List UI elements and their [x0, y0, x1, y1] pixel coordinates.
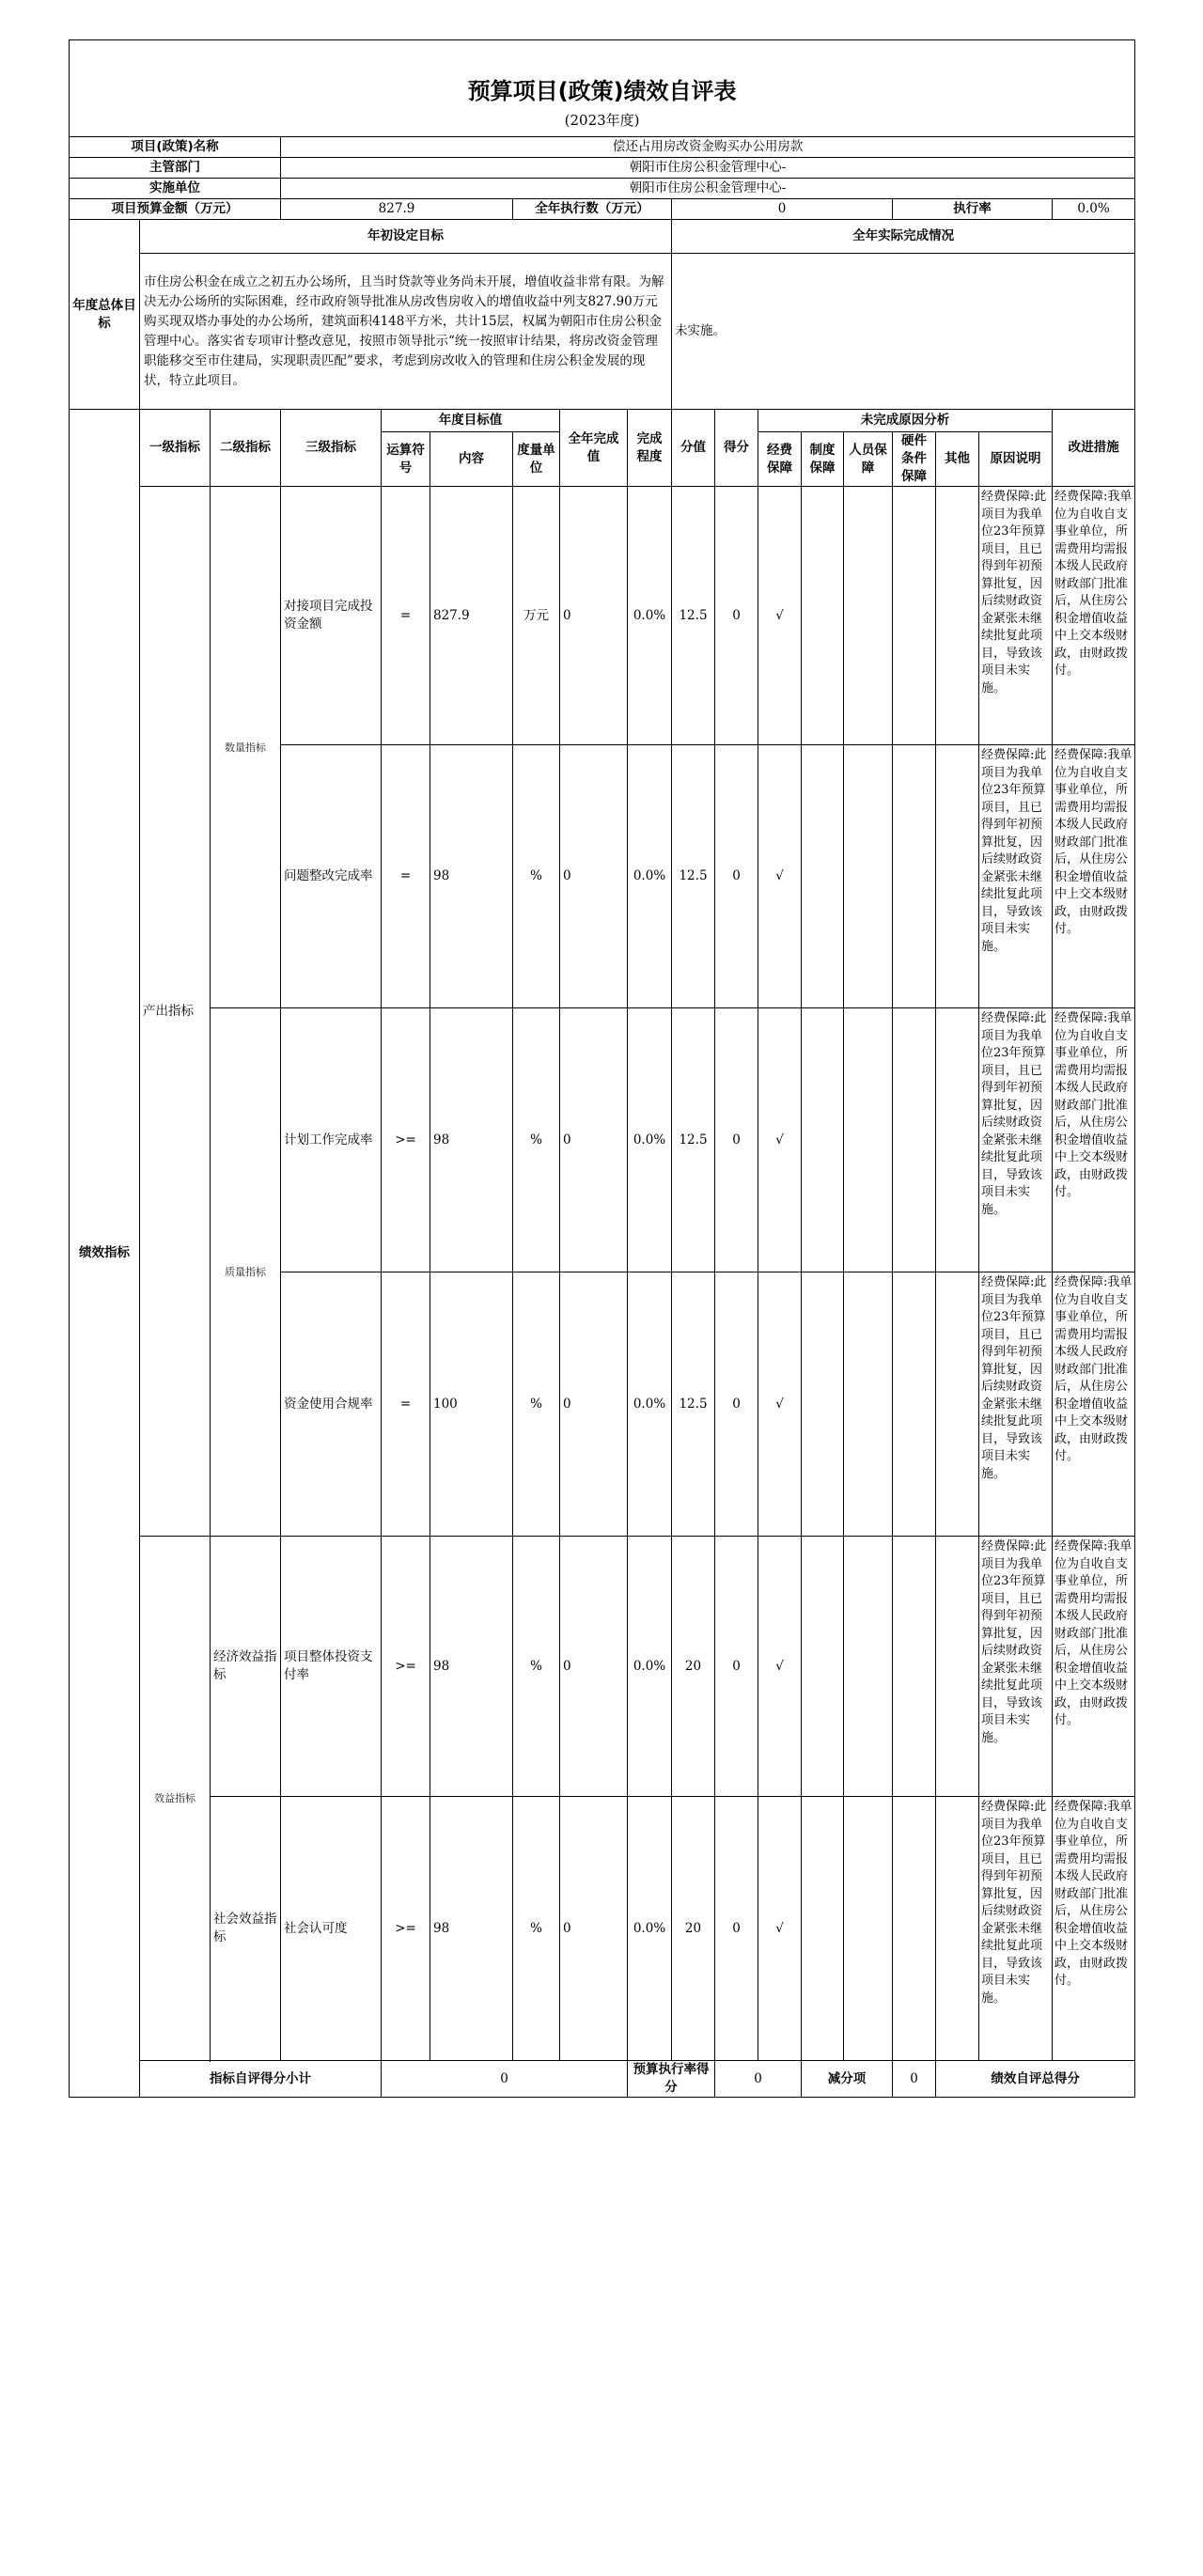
- deduct-label: 减分项: [802, 2061, 893, 2098]
- indicator-staff: [844, 1537, 893, 1797]
- unit-value: 朝阳市住房公积金管理中心-: [281, 179, 1135, 199]
- indicator-actual: 0: [560, 745, 628, 1008]
- reason-explain: 经费保障:此项目为我单位23年预算项目，且已得到年初预算批复，因后续财政资金紧张未继续批复此项目，导致该项目未实施。: [979, 1797, 1053, 2061]
- indicator-other: [936, 745, 979, 1008]
- indicator-score: 12.5: [672, 1272, 715, 1537]
- indicator-degree: 0.0%: [628, 745, 672, 1008]
- header-got: 得分: [715, 410, 758, 487]
- indicator-system: [802, 487, 844, 745]
- improve-measure: 经费保障:我单位为自收自支事业单位，所需费用均需报本级人民政府财政部门批准后，从住房公积金增值收益中上交本级财政，由财政拨付。: [1053, 745, 1135, 1008]
- indicator-got: 0: [715, 487, 758, 745]
- improve-measure: 经费保障:我单位为自收自支事业单位，所需费用均需报本级人民政府财政部门批准后，从住房公积金增值收益中上交本级财政，由财政拨付。: [1053, 1008, 1135, 1272]
- header-degree: 完成程度: [628, 410, 672, 487]
- indicator-hardware: [893, 1797, 936, 2061]
- indicator-value: 98: [430, 745, 513, 1008]
- improve-measure: 经费保障:我单位为自收自支事业单位，所需费用均需报本级人民政府财政部门批准后，从住房公积金增值收益中上交本级财政，由财政拨付。: [1053, 1272, 1135, 1537]
- indicator-name: 项目整体投资支付率: [281, 1537, 382, 1797]
- initial-goal-header: 年初设定目标: [140, 220, 672, 254]
- indicator-degree: 0.0%: [628, 1008, 672, 1272]
- indicator-unit: %: [513, 1008, 560, 1272]
- indicator-hardware: [893, 1272, 936, 1537]
- indicator-degree: 0.0%: [628, 1537, 672, 1797]
- indicator-name: 社会认可度: [281, 1797, 382, 2061]
- indicator-hardware: [893, 487, 936, 745]
- indicator-fund-check: √: [758, 487, 802, 745]
- indicator-got: 0: [715, 1537, 758, 1797]
- header-improve: 改进措施: [1053, 410, 1135, 487]
- indicator-value: 827.9: [430, 487, 513, 745]
- indicator-score: 20: [672, 1797, 715, 2061]
- indicator-system: [802, 1272, 844, 1537]
- indicator-score: 12.5: [672, 1008, 715, 1272]
- dept-label: 主管部门: [70, 158, 281, 179]
- indicator-staff: [844, 1272, 893, 1537]
- indicator-op: =: [382, 745, 430, 1008]
- reason-explain: 经费保障:此项目为我单位23年预算项目，且已得到年初预算批复，因后续财政资金紧张未继续批复此项目，导致该项目未实施。: [979, 1008, 1053, 1272]
- header-level3: 三级指标: [281, 410, 382, 487]
- indicator-value: 98: [430, 1797, 513, 2061]
- indicator-got: 0: [715, 1008, 758, 1272]
- indicator-actual: 0: [560, 487, 628, 745]
- indicator-name: 问题整改完成率: [281, 745, 382, 1008]
- indicator-actual: 0: [560, 1537, 628, 1797]
- rate-label: 执行率: [893, 199, 1053, 220]
- header-other: 其他: [936, 432, 979, 487]
- indicator-hardware: [893, 1537, 936, 1797]
- indicator-hardware: [893, 745, 936, 1008]
- header-reason-group: 未完成原因分析: [758, 410, 1053, 432]
- indicator-fund-check: √: [758, 1797, 802, 2061]
- indicator-system: [802, 1797, 844, 2061]
- header-fund: 经费保障: [758, 432, 802, 487]
- indicator-score: 12.5: [672, 745, 715, 1008]
- header-explain: 原因说明: [979, 432, 1053, 487]
- initial-goal-text: 市住房公积金在成立之初五办公场所，且当时贷款等业务尚未开展，增值收益非常有限。为解决无办公场所的实际困难，经市政府领导批准从房改售房收入的增值收益中列支827.90万元购买现双塔办事处的办公场所，建筑面积4148平方米，共计15层，权属为朝阳市住房公积金管理中心。落实省专项审计整改意见，按照市领导批示“统一按照审计结果，将房改资金管理职能移交至市住建局，实现职责匹配”要求，考虑到房改收入的管理和住房公积金发展的现状，特立此项目。: [140, 254, 672, 410]
- indicator-name: 资金使用合规率: [281, 1272, 382, 1537]
- indicator-actual: 0: [560, 1272, 628, 1537]
- indicator-fund-check: √: [758, 745, 802, 1008]
- indicator-score: 12.5: [672, 487, 715, 745]
- reason-explain: 经费保障:此项目为我单位23年预算项目，且已得到年初预算批复，因后续财政资金紧张未继续批复此项目，导致该项目未实施。: [979, 487, 1053, 745]
- indicator-op: >=: [382, 1537, 430, 1797]
- header-target-group: 年度目标值: [382, 410, 560, 432]
- indicator-unit: %: [513, 1272, 560, 1537]
- page-title: 预算项目(政策)绩效自评表: [70, 40, 1135, 105]
- indicator-value: 98: [430, 1008, 513, 1272]
- indicator-fund-check: √: [758, 1272, 802, 1537]
- level1-benefit: 效益指标: [140, 1537, 211, 2061]
- indicator-hardware: [893, 1008, 936, 1272]
- indicator-unit: 万元: [513, 487, 560, 745]
- level2-quality: 质量指标: [211, 1008, 281, 1537]
- indicator-fund-check: √: [758, 1008, 802, 1272]
- indicator-degree: 0.0%: [628, 1272, 672, 1537]
- header-level1: 一级指标: [140, 410, 211, 487]
- indicator-value: 100: [430, 1272, 513, 1537]
- level1-output: 产出指标: [140, 487, 211, 1537]
- indicator-name: 对接项目完成投资金额: [281, 487, 382, 745]
- level2-quantity: 数量指标: [211, 487, 281, 1008]
- indicator-other: [936, 1008, 979, 1272]
- indicator-staff: [844, 745, 893, 1008]
- header-score: 分值: [672, 410, 715, 487]
- subtotal-value: 0: [382, 2061, 628, 2098]
- subtotal-label: 指标自评得分小计: [140, 2061, 382, 2098]
- indicator-op: >=: [382, 1008, 430, 1272]
- improve-measure: 经费保障:我单位为自收自支事业单位，所需费用均需报本级人民政府财政部门批准后，从住房公积金增值收益中上交本级财政，由财政拨付。: [1053, 1537, 1135, 1797]
- total-label: 绩效自评总得分: [936, 2061, 1135, 2098]
- budget-score-label: 预算执行率得分: [628, 2061, 715, 2098]
- header-content: 内容: [430, 432, 513, 487]
- header-actual: 全年完成值: [560, 410, 628, 487]
- indicators-label: 绩效指标: [70, 410, 140, 2098]
- actual-completion-text: 未实施。: [672, 254, 1135, 410]
- reason-explain: 经费保障:此项目为我单位23年预算项目，且已得到年初预算批复，因后续财政资金紧张未继续批复此项目，导致该项目未实施。: [979, 1537, 1053, 1797]
- actual-completion-header: 全年实际完成情况: [672, 220, 1135, 254]
- header-system: 制度保障: [802, 432, 844, 487]
- indicator-score: 20: [672, 1537, 715, 1797]
- exec-label: 全年执行数（万元）: [513, 199, 672, 220]
- indicator-staff: [844, 487, 893, 745]
- evaluation-table: [69, 39, 1135, 2098]
- rate-value: 0.0%: [1053, 199, 1135, 220]
- indicator-other: [936, 487, 979, 745]
- indicator-other: [936, 1272, 979, 1537]
- project-name-label: 项目(政策)名称: [70, 137, 281, 158]
- budget-value: 827.9: [281, 199, 513, 220]
- improve-measure: 经费保障:我单位为自收自支事业单位，所需费用均需报本级人民政府财政部门批准后，从住房公积金增值收益中上交本级财政，由财政拨付。: [1053, 1797, 1135, 2061]
- indicator-degree: 0.0%: [628, 487, 672, 745]
- indicator-degree: 0.0%: [628, 1797, 672, 2061]
- indicator-got: 0: [715, 1797, 758, 2061]
- reason-explain: 经费保障:此项目为我单位23年预算项目，且已得到年初预算批复，因后续财政资金紧张未继续批复此项目，导致该项目未实施。: [979, 1272, 1053, 1537]
- header-hardware: 硬件条件保障: [893, 432, 936, 487]
- deduct-value: 0: [893, 2061, 936, 2098]
- annual-goal-label: 年度总体目标: [70, 220, 140, 410]
- indicator-staff: [844, 1797, 893, 2061]
- indicator-name: 计划工作完成率: [281, 1008, 382, 1272]
- reason-explain: 经费保障:此项目为我单位23年预算项目，且已得到年初预算批复，因后续财政资金紧张未继续批复此项目，导致该项目未实施。: [979, 745, 1053, 1008]
- indicator-got: 0: [715, 745, 758, 1008]
- indicator-system: [802, 745, 844, 1008]
- indicator-op: >=: [382, 1797, 430, 2061]
- level2-economic: 经济效益指标: [211, 1537, 281, 1797]
- improve-measure: 经费保障:我单位为自收自支事业单位，所需费用均需报本级人民政府财政部门批准后，从住房公积金增值收益中上交本级财政，由财政拨付。: [1053, 487, 1135, 745]
- level2-social: 社会效益指标: [211, 1797, 281, 2061]
- header-level2: 二级指标: [211, 410, 281, 487]
- year-label: (2023年度): [70, 104, 1135, 137]
- indicator-op: =: [382, 487, 430, 745]
- indicator-other: [936, 1797, 979, 2061]
- indicator-actual: 0: [560, 1797, 628, 2061]
- indicator-unit: %: [513, 745, 560, 1008]
- indicator-unit: %: [513, 1797, 560, 2061]
- exec-value: 0: [672, 199, 893, 220]
- header-staff: 人员保障: [844, 432, 893, 487]
- evaluation-sheet: [69, 39, 1134, 2098]
- indicator-actual: 0: [560, 1008, 628, 1272]
- header-unit: 度量单位: [513, 432, 560, 487]
- indicator-got: 0: [715, 1272, 758, 1537]
- indicator-op: =: [382, 1272, 430, 1537]
- indicator-value: 98: [430, 1537, 513, 1797]
- budget-label: 项目预算金额（万元）: [70, 199, 281, 220]
- indicator-other: [936, 1537, 979, 1797]
- header-op: 运算符号: [382, 432, 430, 487]
- indicator-system: [802, 1008, 844, 1272]
- project-name-value: 偿还占用房改资金购买办公用房款: [281, 137, 1135, 158]
- budget-score-value: 0: [715, 2061, 802, 2098]
- indicator-staff: [844, 1008, 893, 1272]
- indicator-system: [802, 1537, 844, 1797]
- dept-value: 朝阳市住房公积金管理中心-: [281, 158, 1135, 179]
- unit-label: 实施单位: [70, 179, 281, 199]
- indicator-fund-check: √: [758, 1537, 802, 1797]
- indicator-unit: %: [513, 1537, 560, 1797]
